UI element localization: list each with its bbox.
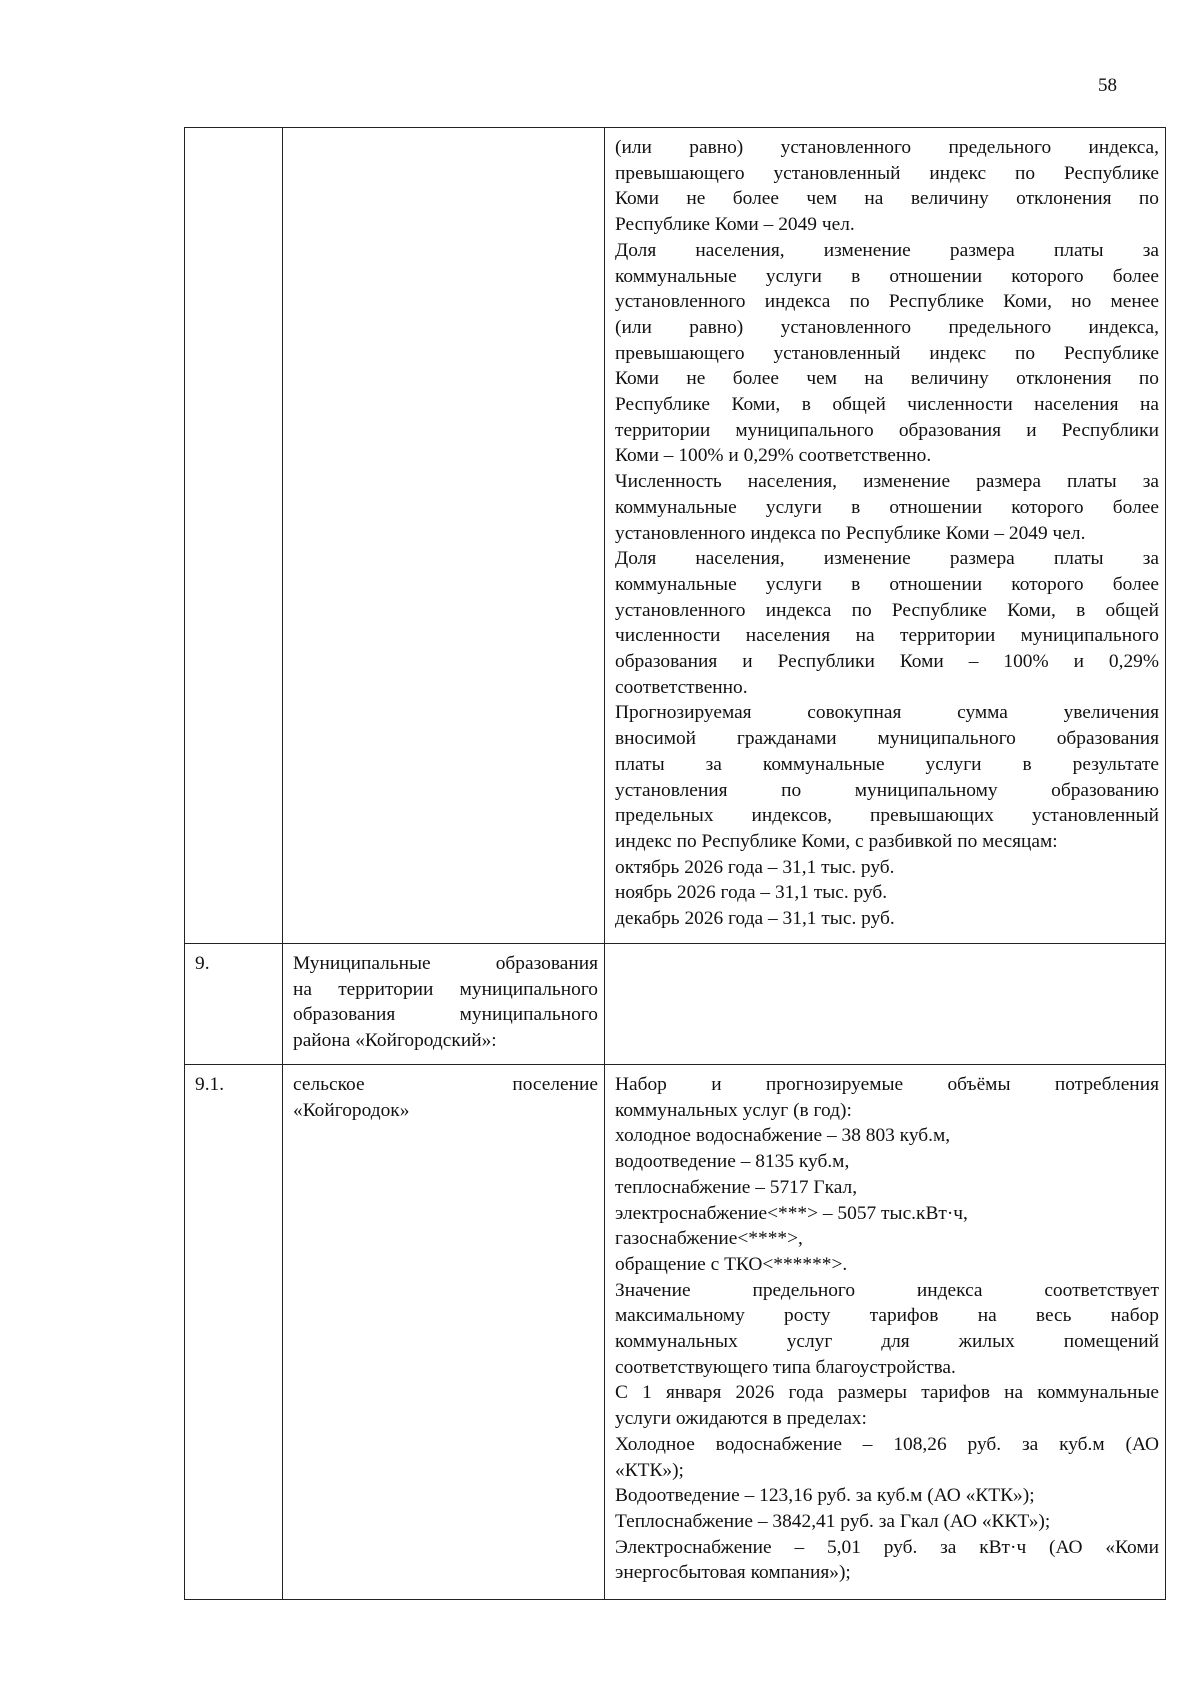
text-line: коммунальные услуги в отношении которого более	[615, 496, 1159, 518]
cell-number	[185, 128, 283, 944]
text-line: коммунальных услуг (в год):	[615, 1099, 852, 1121]
text-line: теплоснабжение – 5717 Гкал,	[615, 1176, 858, 1198]
text-line: Доля населения, изменение размера платы за	[615, 239, 1159, 261]
text-line: платы за коммунальные услуги в результате	[615, 753, 1159, 775]
text-line: услуги ожидаются в пределах:	[615, 1408, 867, 1430]
text-line: ноябрь 2026 года – 31,1 тыс. руб.	[615, 882, 888, 904]
cell-content	[605, 1065, 1166, 1600]
text-line: обращение с ТКО<******>.	[615, 1253, 848, 1275]
text-line: установленного индекса по Республике Коми, в общей	[615, 599, 1159, 621]
text-line: превышающего установленный индекс по Республике	[615, 342, 1159, 364]
text-line: установленного индекса по Республике Коми, но менее	[615, 291, 1159, 313]
table-row	[185, 1065, 1166, 1600]
text-line: С 1 января 2026 года размеры тарифов на коммунальные	[615, 1382, 1159, 1404]
text-line: октябрь 2026 года – 31,1 тыс. руб.	[615, 856, 895, 878]
text-line: Теплоснабжение – 3842,41 руб. за Гкал (АО «ККТ»);	[615, 1510, 1051, 1532]
text-line: Коми не более чем на величину отклонения по	[615, 188, 1159, 210]
text-line: «Койгородок»	[293, 1099, 410, 1121]
page-number: 58	[1098, 75, 1117, 96]
text-line: образования муниципального	[293, 1004, 598, 1026]
cell-content	[605, 128, 1166, 944]
table-row	[185, 128, 1166, 944]
text-line: Республике Коми, в общей численности населения на	[615, 394, 1159, 416]
text-line: коммунальных услуг для жилых помещений	[615, 1331, 1159, 1353]
text-line: Коми не более чем на величину отклонения по	[615, 368, 1159, 390]
cell-content	[605, 944, 1166, 1065]
text-line: соответствующего типа благоустройства.	[615, 1356, 956, 1378]
text-line: коммунальные услуги в отношении которого более	[615, 265, 1159, 287]
text-line: предельных индексов, превышающих установленный	[615, 805, 1159, 827]
cell-number: 9.	[185, 944, 283, 1065]
text-line: индекс по Республике Коми, с разбивкой по месяцам:	[615, 830, 1058, 852]
cell-name	[283, 128, 605, 944]
text-line: численности населения на территории муниципального	[615, 625, 1159, 647]
text-line: (или равно) установленного предельного индекса,	[615, 316, 1159, 338]
text-line: декабрь 2026 года – 31,1 тыс. руб.	[615, 908, 895, 930]
text-line: Водоотведение – 123,16 руб. за куб.м (АО «КТК»);	[615, 1485, 1035, 1507]
text-line: газоснабжение<****>,	[615, 1228, 803, 1250]
text-line: Республике Коми – 2049 чел.	[615, 214, 855, 236]
cell-number: 9.1.	[185, 1065, 283, 1600]
text-line: (или равно) установленного предельного индекса,	[615, 137, 1159, 158]
text-line: энергосбытовая компания»);	[615, 1562, 851, 1584]
text-line: сельское поселение	[293, 1074, 598, 1095]
text-line: Холодное водоснабжение – 108,26 руб. за куб.м (АО	[615, 1433, 1159, 1455]
text-line: Электроснабжение – 5,01 руб. за кВт·ч (АО «Коми	[615, 1536, 1159, 1558]
text-line: Набор и прогнозируемые объёмы потребления	[615, 1074, 1159, 1095]
text-line: водоотведение – 8135 куб.м,	[615, 1151, 850, 1173]
text-line: Численность населения, изменение размера платы за	[615, 471, 1159, 493]
text-line: «КТК»);	[615, 1459, 684, 1481]
text-line: образования и Республики Коми – 100% и 0,29%	[615, 651, 1159, 673]
text-line: на территории муниципального	[293, 978, 598, 1000]
text-line: холодное водоснабжение – 38 803 куб.м,	[615, 1125, 951, 1147]
text-line: максимальному росту тарифов на весь набор	[615, 1305, 1159, 1327]
text-line: района «Койгородский»:	[293, 1030, 497, 1052]
text-line: установления по муниципальному образованию	[615, 779, 1159, 801]
text-line: Муниципальные образования	[293, 953, 598, 974]
cell-name	[283, 1065, 605, 1600]
text-line: превышающего установленный индекс по Республике	[615, 162, 1159, 184]
text-line: Значение предельного индекса соответствует	[615, 1279, 1159, 1301]
text-line: Доля населения, изменение размера платы за	[615, 548, 1159, 570]
text-line: коммунальные услуги в отношении которого более	[615, 573, 1159, 595]
text-line: территории муниципального образования и Республики	[615, 419, 1159, 441]
table-row	[185, 944, 1166, 1065]
text-line: соответственно.	[615, 676, 748, 698]
text-line: Коми – 100% и 0,29% соответственно.	[615, 445, 932, 467]
text-line: установленного индекса по Республике Коми – 2049 чел.	[615, 522, 1086, 544]
data-table	[184, 127, 1166, 1600]
text-line: вносимой гражданами муниципального образования	[615, 728, 1159, 750]
text-line: Прогнозируемая совокупная сумма увеличения	[615, 702, 1159, 724]
cell-name	[283, 944, 605, 1065]
text-line: электроснабжение<***> – 5057 тыс.кВт·ч,	[615, 1202, 968, 1224]
